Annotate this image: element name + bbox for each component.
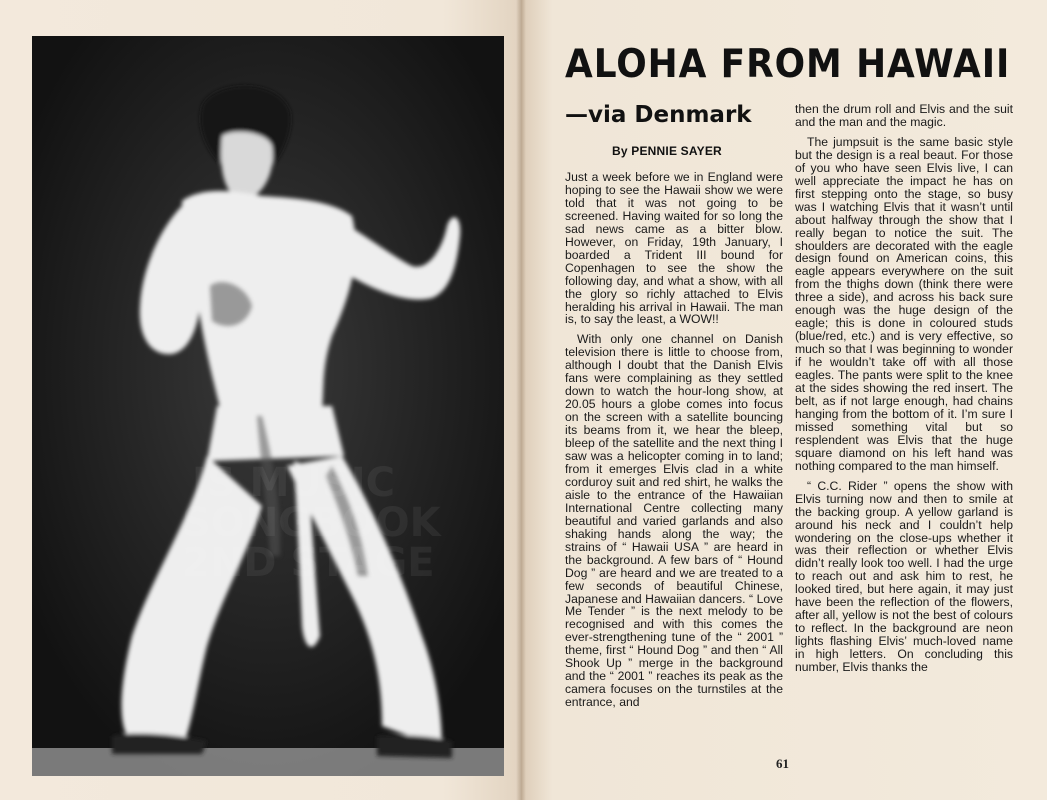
svg-text:SONGBOOK: SONGBOOK xyxy=(182,500,441,546)
performer-photo xyxy=(32,36,504,776)
article-byline: By PENNIE SAYER xyxy=(612,144,722,158)
paragraph: The jumpsuit is the same basic style but the design is a real beaut. For those of you who have seen Elvis live, I can well appreciate the impact he has on first stepping onto the stage, so busy was I watching Elvis that it wasn’t until about halfway through the show that I really began to notice the suit. The shoulders are decorated with the eagle design found on American coins, this eagle appears everywhere on the suit from the thighs down (think there were three a side), and across his back sure enough was the huge design of the eagle; this is done in coloured studs (blue/red, etc.) and is very effective, so much so that I was beginning to wonder if he wouldn’t take off with all those eagles. The pants were split to the knee at the sides showing the red insert. The belt, as if not large enough, had chains hanging from the bottom of it. I’m sure I missed something vital but so resplendent was Elvis that the huge square diamond on his left hand was nothing compared to the man himself. xyxy=(795,134,1013,473)
article-column-right xyxy=(795,103,1013,753)
book-gutter xyxy=(516,0,526,800)
left-page xyxy=(0,0,521,800)
paragraph: “ C.C. Rider ” opens the show with Elvis turning now and then to smile at the backing group. A yellow garland is around his neck and I couldn’t help wondering on the close-ups whether it was their reflection or whether Elvis didn’t really look too well. I had the urge to reach out and ask him to rest, he looked tired, but here again, it may just have been the reflection of the flowers, after all, yellow is not the best of colours to reflect. In the background are neon lights flashing Elvis’ much-loved name in high letters. On concluding this number, Elvis thanks the xyxy=(795,478,1013,675)
paragraph: then the drum roll and Elvis and the suit and the man and the magic. xyxy=(795,103,1013,129)
page-number: 61 xyxy=(776,756,789,771)
article-title: ALOHA FROM HAWAII xyxy=(565,42,1011,87)
paragraph: Just a week before we in England were hoping to see the Hawaii show we were told that it was not going to be screened. Having waited for so long the sad news came as a bitter blow. However, on Friday, 19th January, I boarded a Trident III bound for Copenhagen to see the show the following day, and what a show, with all the glory so richly attached to Elvis heralding his arrival in Hawaii. The man is, to say the least, a WOW!! xyxy=(565,171,783,327)
svg-text:IS MUSIC: IS MUSIC xyxy=(192,460,395,506)
article-subtitle: —via Denmark xyxy=(565,102,752,128)
paragraph: With only one channel on Danish television there is little to choose from, although I doubt that the Danish Elvis fans were complaining as they settled down to watch the hour-long show, at 20.05 hours a globe comes into focus on the screen with a satellite bouncing its beams from it, we hear the bleep, bleep of the satellite and the next thing I saw was a helicopter coming in to land; from it emerges Elvis clad in a white corduroy suit and red shirt, he walks the aisle to the entrance of the Hawaiian International Centre collecting many beautiful and varied garlands and also shaking hands along the way; the strains of “ Hawaii USA ” are heard in the background. A few bars of “ Hound Dog ” are heard and we are treated to a few seconds of beautiful Chinese, Japanese and Hawaiian dancers. “ Love Me Tender ” is the next melody to be recognised and with this comes the ever-strengthening tune of the “ 2001 ” theme, first “ Hound Dog ” and then “ All Shook Up ” merge in the background and the “ 2001 ” reaches its peak as the camera focuses on the turnstiles at the entrance, and xyxy=(565,332,783,710)
article-column-left xyxy=(565,171,783,756)
performer-silhouette xyxy=(32,36,504,776)
svg-text:2ND STAGE: 2ND STAGE xyxy=(182,540,435,586)
